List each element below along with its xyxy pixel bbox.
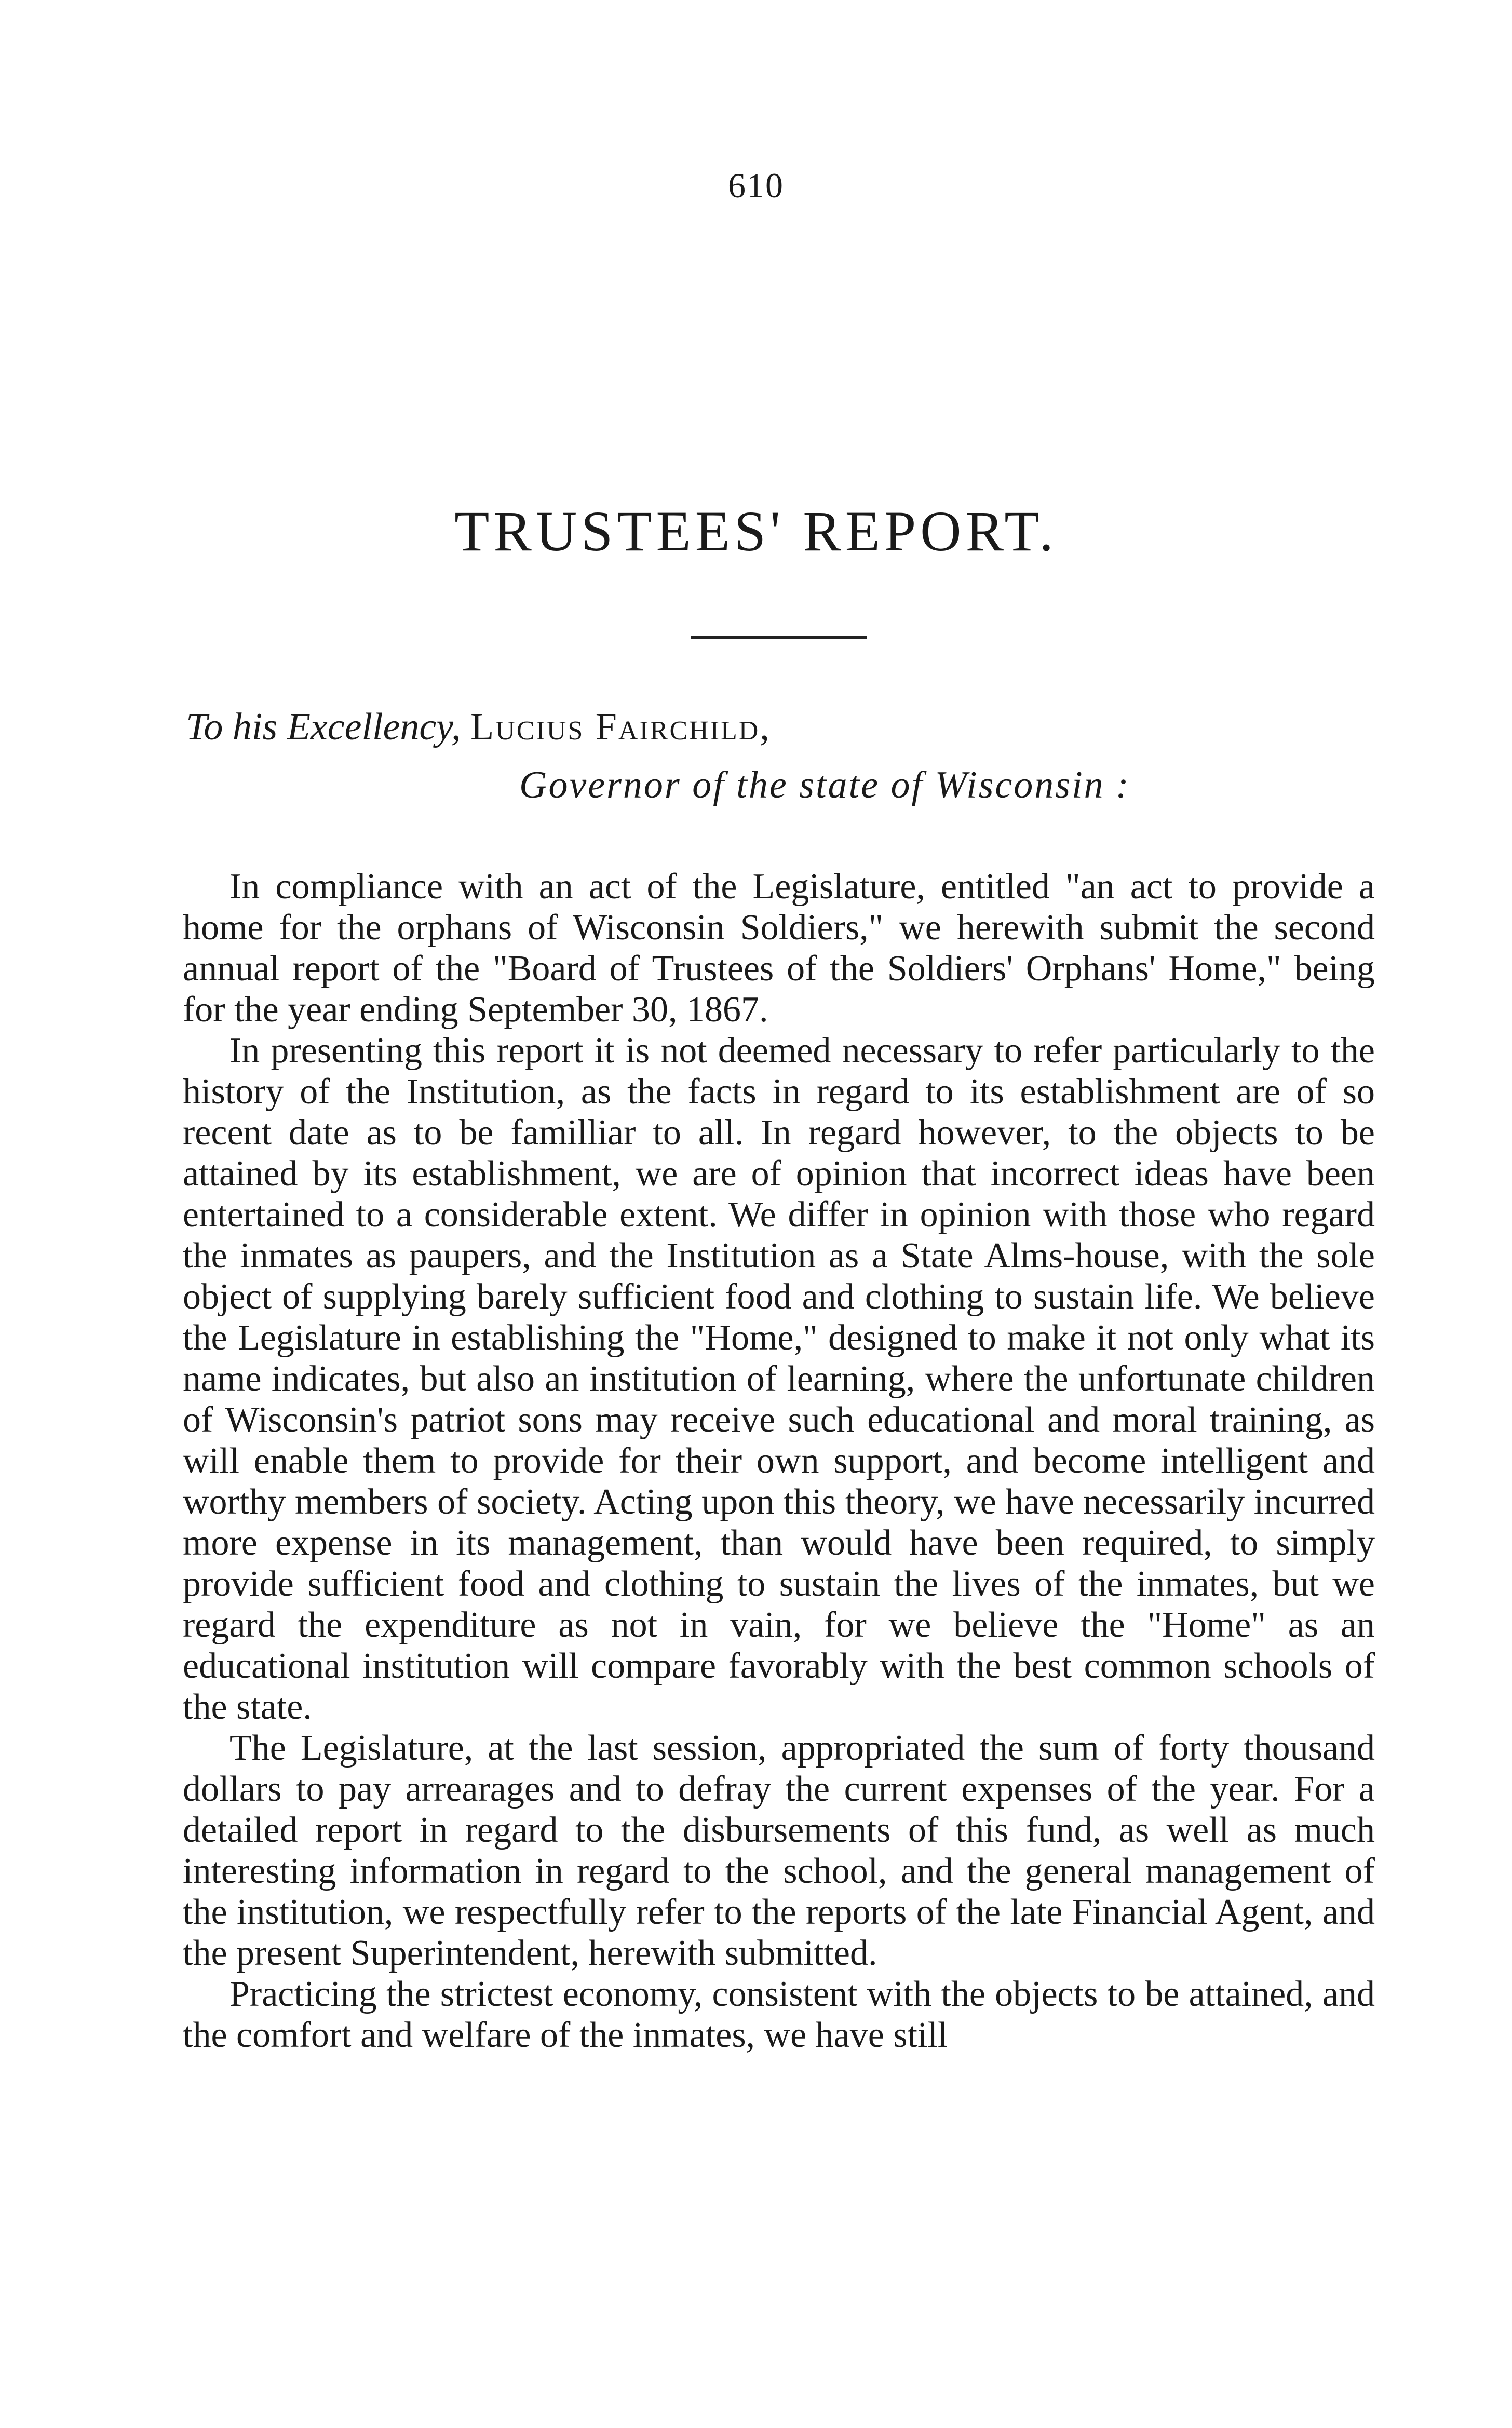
- paragraph-compliance: In compliance with an act of the Legislature, entitled "an act to provide a home for the orphans of Wisconsin Soldiers," we herewith submit the second annual report of the "Board of Trustees of the Soldiers' Orphans' Home," being for the year ending September 30, 1867.: [183, 867, 1375, 1030]
- page-title: TRUSTEES' REPORT.: [454, 500, 1058, 563]
- report-body: [183, 866, 1375, 2056]
- paragraph-appropriation: The Legislature, at the last session, appropriated the sum of forty thousand dollars to pay arrearages and to defray the current expenses of the year. For a detailed report in regard to the disbursements of this fund, as well as much interesting information in regard to the school, and the general management of the institution, we respectfully refer to the reports of the late Financial Agent, and the present Superintendent, herewith submitted.: [183, 1728, 1375, 1973]
- salutation-prefix: To his Excellency,: [186, 706, 461, 748]
- paragraph-economy: Practicing the strictest economy, consistent with the objects to be attained, and the comfort and welfare of the inmates, we have still: [183, 1974, 1375, 2055]
- recipient-name: Lucius Fairchild,: [470, 706, 771, 748]
- title-divider: [691, 636, 867, 639]
- salutation-line: [186, 701, 771, 753]
- paragraph-history: In presenting this report it is not deemed necessary to refer particularly to the history of the Institution, as the facts in regard to its establishment are of so recent date as to be familliar to all. In regard however, to the objects to be attained by its establishment, we are of opinion that incorrect ideas have been entertained to a considerable extent. We differ in opinion with those who regard the inmates as paupers, and the Institution as a State Alms-house, with the sole object of supplying barely sufficient food and clothing to sustain life. We believe the Legislature in establishing the "Home," designed to make it not only what its name indicates, but also an institution of learning, where the unfortunate children of Wisconsin's patriot sons may receive such educational and moral training, as will enable them to provide for their own support, and become intelligent and worthy members of society. Acting upon this theory, we have necessarily incurred more expense in its management, than would have been required, to simply provide sufficient food and clothing to sustain the lives of the inmates, but we regard the expenditure as not in vain, for we believe the "Home" as an educational institution will compare favorably with the best common schools of the state.: [183, 1031, 1375, 1727]
- page-number: 610: [728, 166, 784, 205]
- governor-line: Governor of the state of Wisconsin :: [519, 764, 1130, 806]
